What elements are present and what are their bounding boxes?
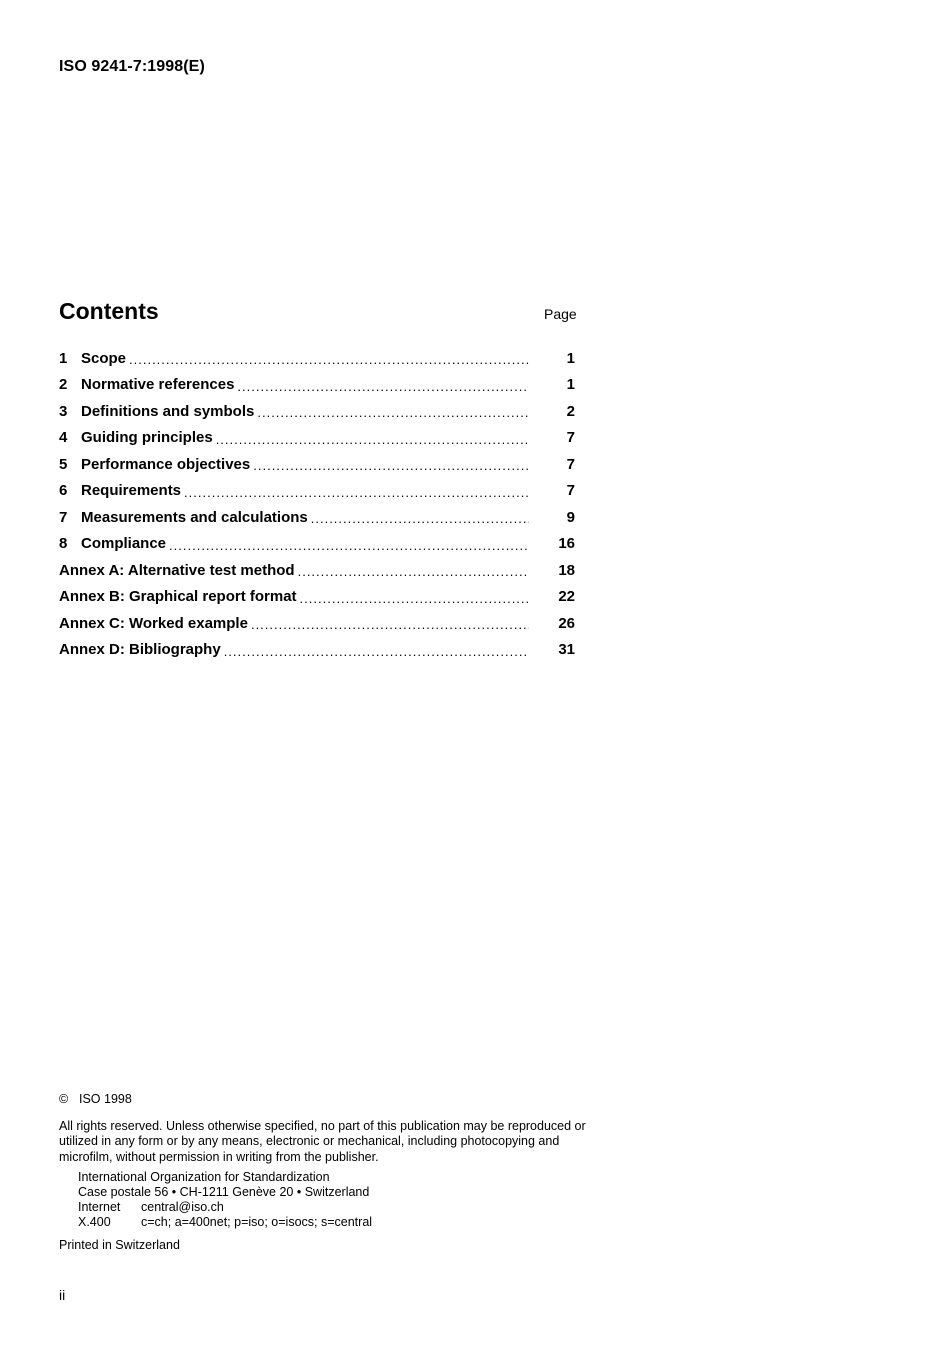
toc-entry-title: Normative references <box>81 376 235 394</box>
toc-leader-dots <box>251 614 529 632</box>
toc-entry-number: 5 <box>59 455 68 473</box>
toc-entry-title: Annex D: Bibliography <box>59 641 221 659</box>
copyright-block <box>59 1092 599 1253</box>
toc-entry-measurements[interactable] <box>59 504 575 531</box>
copyright-line <box>59 1092 599 1107</box>
toc-entry-page: 26 <box>558 614 575 632</box>
toc-entry-title: Measurements and calculations <box>81 508 308 526</box>
toc-leader-dots <box>216 429 529 447</box>
toc-entry-page: 31 <box>558 641 575 659</box>
toc-entry-title: Definitions and symbols <box>81 402 255 420</box>
toc-entry-number: 8 <box>59 535 68 553</box>
toc-entry-page: 22 <box>558 588 575 606</box>
toc-entry-annex-a[interactable] <box>59 557 575 584</box>
toc-entry-title: Requirements <box>81 482 182 500</box>
toc-leader-dots <box>237 376 529 394</box>
postal-address: Case postale 56 • CH-1211 Genève 20 • Switzerland <box>78 1185 370 1200</box>
internet-row <box>78 1200 599 1215</box>
copyright-icon: © <box>59 1092 69 1106</box>
printed-in: Printed in Switzerland <box>59 1237 180 1252</box>
toc-entry-title: Scope <box>81 349 127 367</box>
toc-entry-number: 4 <box>59 429 68 447</box>
toc-entry-number: 1 <box>59 349 68 367</box>
toc-leader-dots <box>298 561 529 579</box>
document-id: ISO 9241-7:1998(E) <box>59 58 205 75</box>
toc-entry-page: 7 <box>566 455 575 473</box>
toc-entry-annex-d[interactable] <box>59 637 575 664</box>
toc-leader-dots <box>253 455 529 473</box>
copyright-text: ISO 1998 <box>79 1092 132 1106</box>
toc-leader-dots <box>184 482 529 500</box>
toc-entry-requirements[interactable] <box>59 478 575 505</box>
toc-entry-title: Guiding principles <box>81 429 213 447</box>
toc-entry-annex-c[interactable] <box>59 610 575 637</box>
x400-label: X.400 <box>78 1215 111 1230</box>
internet-value: central@iso.ch <box>141 1200 224 1215</box>
toc-entry-title: Compliance <box>81 535 167 553</box>
organization-name: International Organization for Standardization <box>78 1169 330 1184</box>
page-number: ii <box>59 1287 66 1303</box>
x400-value: c=ch; a=400net; p=iso; o=isocs; s=central <box>141 1215 373 1230</box>
x400-row <box>78 1215 599 1230</box>
toc-entry-title: Annex C: Worked example <box>59 614 248 632</box>
toc-entry-page: 1 <box>566 349 575 367</box>
toc-entry-number: 6 <box>59 482 68 500</box>
rights-statement: All rights reserved. Unless otherwise specified, no part of this publication may be reproduced or utilized in any form or by any means, electronic or mechanical, including photocopying and microfilm, without permission in writing from the publisher. <box>59 1119 586 1164</box>
page-column-label: Page <box>544 306 577 322</box>
internet-label: Internet <box>78 1200 121 1215</box>
toc-entry-normative-references[interactable] <box>59 372 575 399</box>
toc-entry-page: 1 <box>566 376 575 394</box>
toc-entry-title: Annex B: Graphical report format <box>59 588 297 606</box>
toc-entry-number: 2 <box>59 376 68 394</box>
toc-entry-number: 3 <box>59 402 68 420</box>
toc-entry-definitions[interactable] <box>59 398 575 425</box>
toc-entry-compliance[interactable] <box>59 531 575 558</box>
toc-leader-dots <box>311 508 529 526</box>
toc-entry-performance-objectives[interactable] <box>59 451 575 478</box>
table-of-contents <box>59 345 575 663</box>
toc-leader-dots <box>129 349 529 367</box>
toc-entry-annex-b[interactable] <box>59 584 575 611</box>
toc-entry-title: Performance objectives <box>81 455 251 473</box>
toc-entry-page: 16 <box>558 535 575 553</box>
toc-entry-page: 18 <box>558 561 575 579</box>
publisher-address <box>78 1170 599 1231</box>
toc-entry-scope[interactable] <box>59 345 575 372</box>
toc-entry-guiding-principles[interactable] <box>59 425 575 452</box>
toc-entry-title: Annex A: Alternative test method <box>59 561 295 579</box>
toc-entry-page: 9 <box>566 508 575 526</box>
toc-entry-page: 7 <box>566 429 575 447</box>
toc-leader-dots <box>169 535 529 553</box>
contents-title: Contents <box>59 298 159 324</box>
toc-entry-number: 7 <box>59 508 68 526</box>
toc-leader-dots <box>224 641 529 659</box>
toc-entry-page: 7 <box>566 482 575 500</box>
toc-leader-dots <box>257 402 529 420</box>
toc-entry-page: 2 <box>566 402 575 420</box>
toc-leader-dots <box>300 588 529 606</box>
